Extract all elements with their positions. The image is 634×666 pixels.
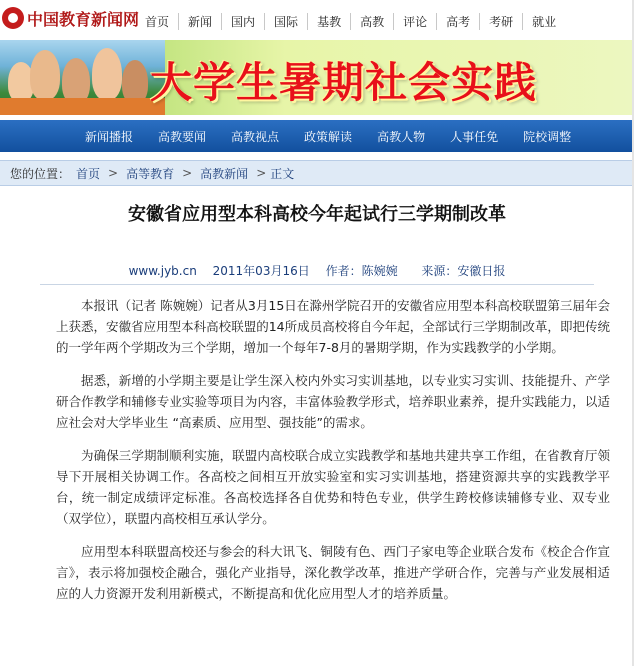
globe-logo-icon	[2, 7, 24, 29]
top-nav	[136, 8, 565, 34]
breadcrumb-separator: >	[108, 166, 119, 180]
top-nav-employment[interactable]: 就业	[522, 13, 565, 30]
banner-title: 大学生暑期社会实践	[150, 58, 538, 107]
top-nav-international[interactable]: 国际	[264, 13, 307, 30]
article-source-site[interactable]: www.jyb.cn	[128, 264, 197, 278]
main-nav-appointments[interactable]: 人事任免	[450, 129, 499, 144]
breadcrumb-label: 您的位置：	[10, 166, 71, 181]
article-paragraph: 据悉，新增的小学期主要是让学生深入校内外实习实训基地，以专业实习实训、技能提升、产学研合作教学和辅修专业实验等项目为内容，丰富体验教学形式，培养职业素养，提升实践能力，以适应社会对大学毕业生 “高素质、应用型、强技能”的需求。	[56, 373, 610, 430]
breadcrumb	[0, 160, 634, 186]
breadcrumb-separator: >	[256, 166, 267, 180]
article-paragraph: 本报讯（记者 陈婉婉）记者从3月15日在滁州学院召开的安徽省应用型本科高校联盟第三届年会上获悉，安徽省应用型本科高校联盟的14所成员高校将自今年起，全部试行三学期制改革，即把传统的一学年两个学期改为三个学期，增加一个每年7-8月的暑期学期，作为实践教学的小学期。	[56, 298, 610, 355]
top-nav-kaoyan[interactable]: 考研	[479, 13, 522, 30]
top-nav-higher-edu[interactable]: 高教	[350, 13, 393, 30]
main-nav-headlines[interactable]: 高教要闻	[158, 129, 207, 144]
top-nav-comment[interactable]: 评论	[393, 13, 436, 30]
top-bar	[0, 0, 634, 40]
banner[interactable]	[0, 40, 634, 115]
main-nav	[0, 120, 634, 152]
banner-photo	[0, 40, 165, 115]
breadcrumb-home[interactable]: 首页	[76, 166, 101, 181]
breadcrumb-current: 正文	[270, 166, 295, 181]
top-nav-domestic[interactable]: 国内	[221, 13, 264, 30]
meta-divider	[40, 284, 594, 285]
article-paragraph: 应用型本科联盟高校还与参会的科大讯飞、铜陵有色、西门子家电等企业联合发布《校企合作宣言》，表示将加强校企融合，强化产业指导，深化教学改革，推进产学研合作，完善与产业发展相适应的人力资源开发利用新模式，不断提高和优化应用型人才的培养质量。	[56, 544, 610, 601]
article-source: 来源：安徽日报	[421, 264, 506, 278]
breadcrumb-news[interactable]: 高教新闻	[200, 166, 249, 181]
main-nav-people[interactable]: 高教人物	[377, 129, 426, 144]
breadcrumb-separator: >	[182, 166, 193, 180]
top-nav-home[interactable]: 首页	[145, 14, 170, 29]
site-logo[interactable]	[2, 5, 139, 31]
top-nav-news[interactable]: 新闻	[178, 13, 221, 30]
breadcrumb-higher-edu[interactable]: 高等教育	[126, 166, 175, 181]
main-nav-institutions[interactable]: 院校调整	[523, 129, 572, 144]
article-paragraph: 为确保三学期制顺利实施，联盟内高校联合成立实践教学和基地共建共享工作组，在省教育厅领导下开展相关协调工作。各高校之间相互开放实验室和实习实训基地，搭建资源共享的实践教学平台，统一制定成绩评定标准。各高校选择各自优势和特色专业，供学生跨校修读辅修专业、双专业（双学位），联盟内高校相互承认学分。	[56, 448, 610, 526]
main-nav-news-broadcast[interactable]: 新闻播报	[85, 129, 134, 144]
article-author: 作者：陈婉婉	[325, 264, 398, 278]
main-nav-viewpoint[interactable]: 高教视点	[231, 129, 280, 144]
article-date: 2011年03月16日	[212, 264, 310, 278]
site-logo-text: 中国教育新闻网	[27, 9, 140, 29]
top-nav-gaokao[interactable]: 高考	[436, 13, 479, 30]
main-nav-policy[interactable]: 政策解读	[304, 129, 353, 144]
article-title: 安徽省应用型本科高校今年起试行三学期制改革	[128, 204, 506, 225]
article-meta	[0, 262, 634, 279]
article-body	[56, 295, 610, 616]
top-nav-basic-edu[interactable]: 基教	[307, 13, 350, 30]
